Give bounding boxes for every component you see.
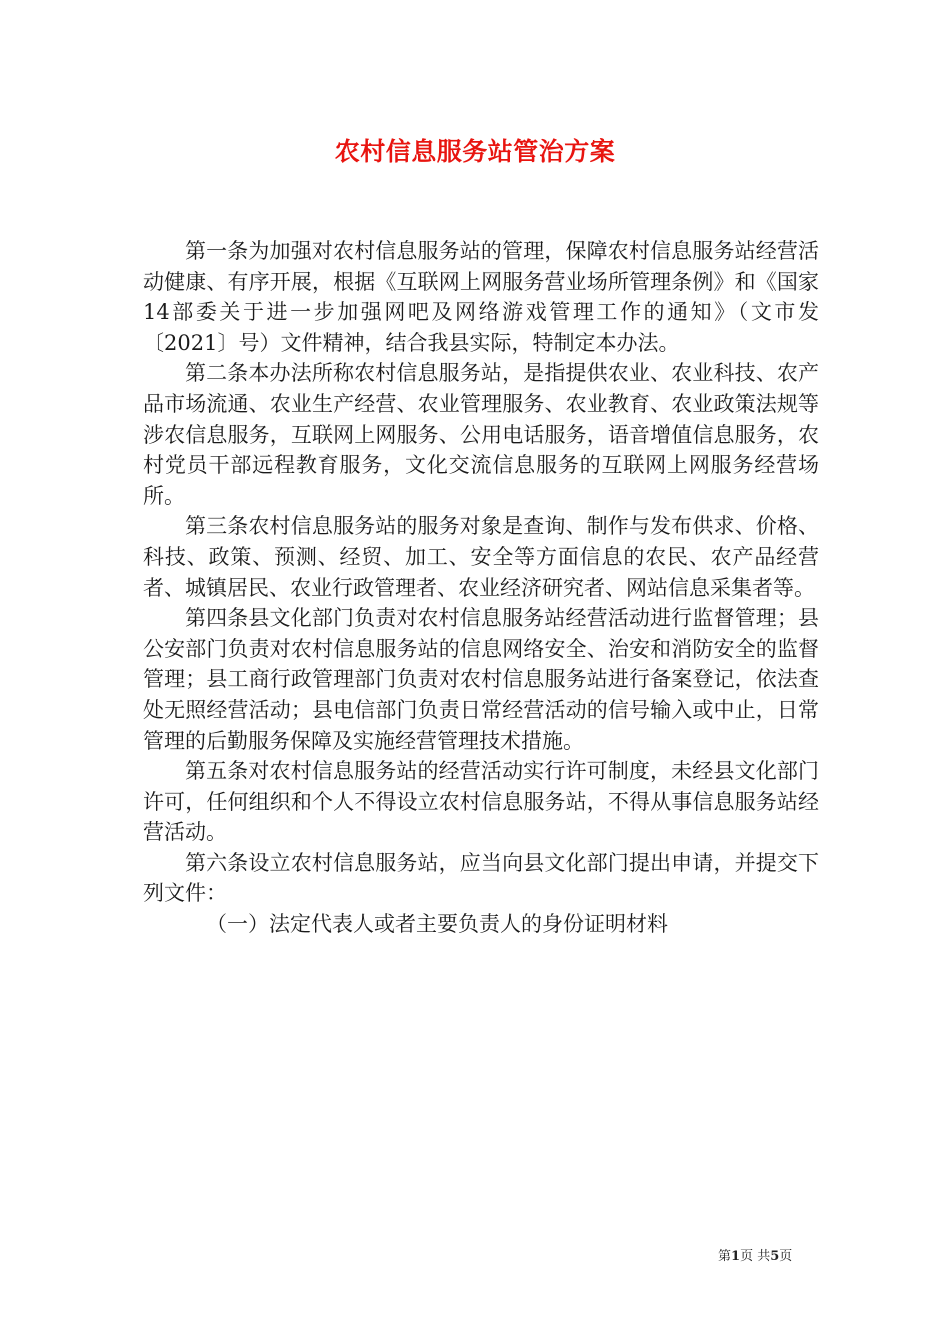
document-title: 农村信息服务站管治方案 [334, 137, 616, 166]
footer-prefix: 第 [718, 1249, 732, 1264]
total-page-number: 5 [770, 1249, 780, 1264]
paragraph-article-6: 第六条设立农村信息服务站，应当向县文化部门提出申请，并提交下列文件： [143, 850, 819, 906]
current-page-number: 1 [731, 1249, 741, 1264]
paragraph-article-4: 第四条县文化部门负责对农村信息服务站经营活动进行监督管理；县公安部门负责对农村信息服务站的信息网络安全、治安和消防安全的监督管理；县工商行政管理部门负责对农村信息服务站进行备案登记，依法查处无照经营活动；县电信部门负责日常经营活动的信号输入或中止，日常管理的后勤服务保障及实施经营管理技术措施。 [143, 606, 819, 753]
list-item: （一）法定代表人或者主要负责人的身份证明材料 [206, 912, 668, 937]
document-body [143, 236, 819, 940]
footer-middle: 页 共 [740, 1249, 771, 1264]
paragraph-article-2: 第二条本办法所称农村信息服务站，是指提供农业、农业科技、农产品市场流通、农业生产经营、农业管理服务、农业教育、农业政策法规等涉农信息服务，互联网上网服务、公用电话服务，语音增值信息服务，农村党员干部远程教育服务，文化交流信息服务的互联网上网服务经营场所。 [143, 361, 819, 508]
page-number-footer [718, 1245, 792, 1264]
paragraph-article-5: 第五条对农村信息服务站的经营活动实行许可制度，未经县文化部门许可，任何组织和个人不得设立农村信息服务站，不得从事信息服务站经营活动。 [143, 759, 819, 845]
paragraph-article-1: 第一条为加强对农村信息服务站的管理，保障农村信息服务站经营活动健康、有序开展，根据《互联网上网服务营业场所管理条例》和《国家14部委关于进一步加强网吧及网络游戏管理工作的通知》（文市发〔2021〕号）文件精神，结合我县实际，特制定本办法。 [143, 239, 819, 355]
paragraph-article-3: 第三条农村信息服务站的服务对象是查询、制作与发布供求、价格、科技、政策、预测、经贸、加工、安全等方面信息的农民、农产品经营者、城镇居民、农业行政管理者、农业经济研究者、网站信息采集者等。 [143, 514, 819, 600]
footer-suffix: 页 [779, 1249, 793, 1264]
